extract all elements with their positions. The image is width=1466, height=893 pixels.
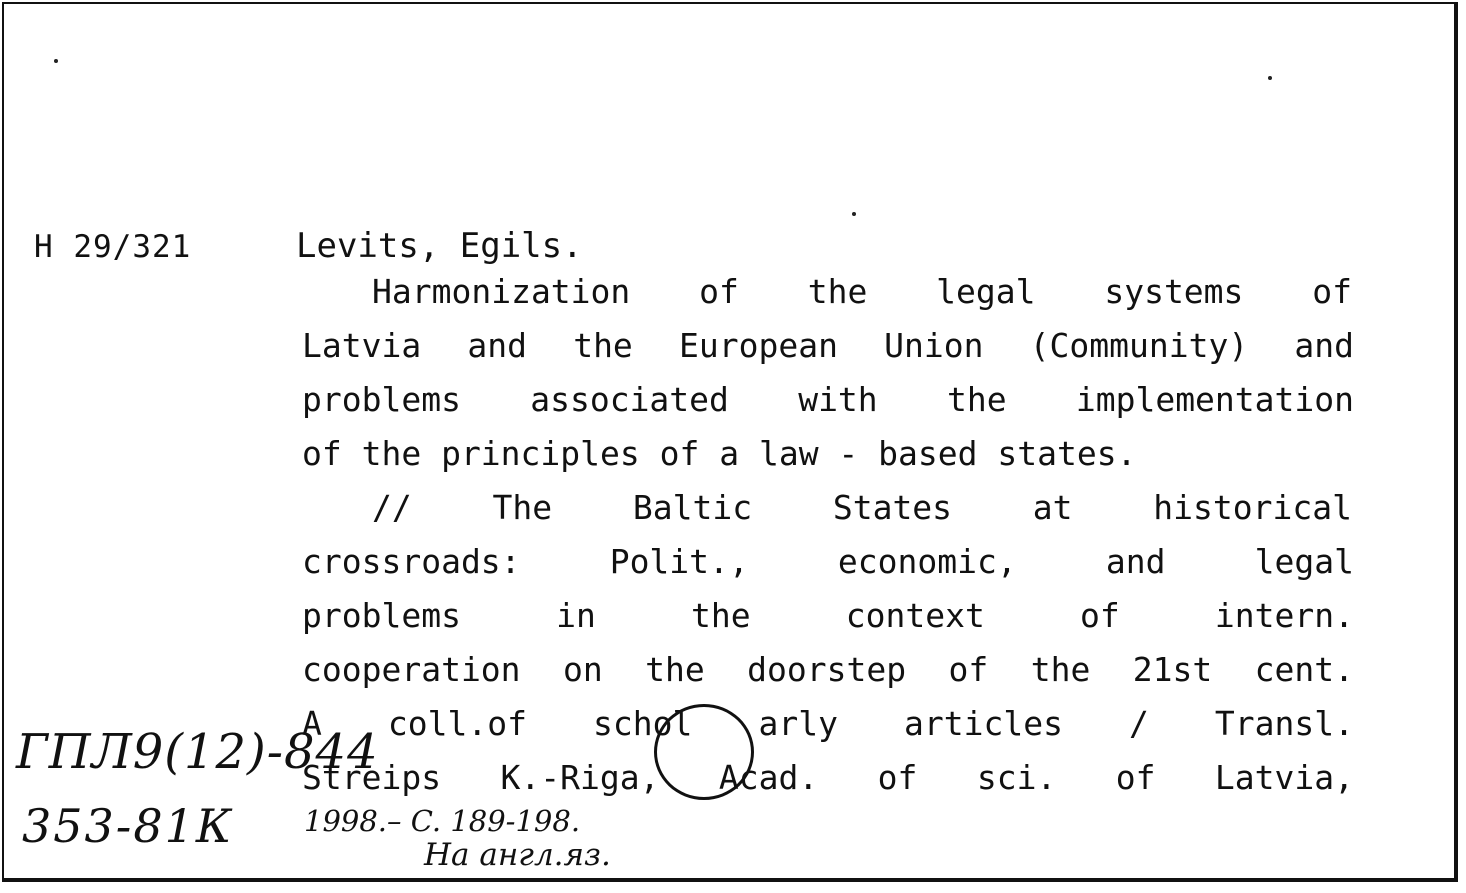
speck: [1268, 76, 1272, 80]
source-line: A coll.of schol arly articles / Transl.: [302, 704, 1354, 743]
speck: [54, 59, 58, 63]
author: Levits, Egils.: [296, 226, 583, 266]
stamp-circle: [654, 704, 754, 800]
margin-code: 353-81К: [22, 799, 234, 853]
catalog-card: [2, 2, 1458, 882]
call-number: H 29/321: [34, 229, 192, 265]
source-line: problems in the context of intern.: [302, 596, 1354, 635]
source-line: crossroads: Polit., economic, and legal: [302, 542, 1354, 581]
margin-code: ГПЛ9(12)-844: [16, 724, 379, 780]
title-line: Harmonization of the legal systems of: [372, 272, 1352, 311]
title-line: Latvia and the European Union (Community) and: [302, 326, 1354, 365]
language-note: На англ.яз.: [424, 837, 611, 873]
source-line: cooperation on the doorstep of the 21st cent.: [302, 650, 1354, 689]
pages-note: 1998.– C. 189-198.: [304, 804, 581, 838]
speck: [852, 212, 856, 216]
source-line: // The Baltic States at historical: [372, 488, 1352, 527]
source-line: Streips K.-Riga, Acad. of sci. of Latvia,: [302, 758, 1354, 797]
title-line: problems associated with the implementation: [302, 380, 1354, 419]
title-line: of the principles of a law - based states.: [302, 434, 1137, 473]
